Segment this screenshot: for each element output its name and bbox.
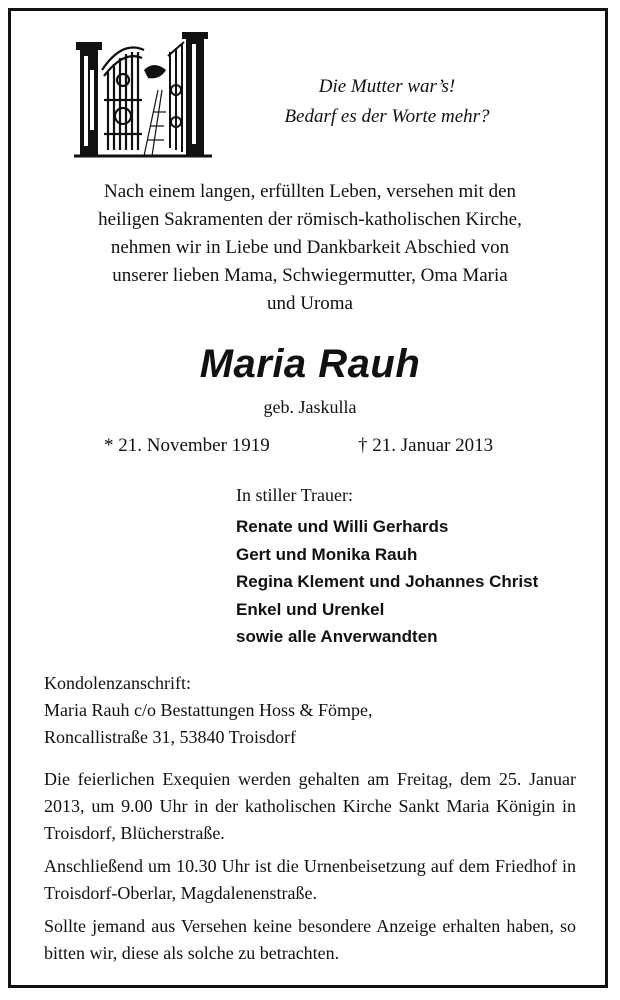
birth-date: * 21. November 1919 (104, 435, 270, 456)
intro-line: unserer lieben Mama, Schwiegermutter, Oma Maria (112, 265, 508, 286)
condolence-line-1: Maria Rauh c/o Bestattungen Hoss & Fömpe, (44, 700, 373, 720)
mourner-entry: Enkel und Urenkel (236, 599, 385, 619)
motto-quote (222, 72, 552, 132)
motto-line-1: Die Mutter war’s! (318, 76, 456, 97)
intro-text (40, 178, 580, 318)
service-details (44, 766, 576, 973)
condolence-line-2: Roncallistraße 31, 53840 Troisdorf (44, 727, 296, 747)
service-paragraph-exequies: Die feierlichen Exequien werden gehalten am Freitag, dem 25. Januar 2013, um 9.00 Uhr in der katholischen Kirche Sankt Maria Königin in Troisdorf, Blücherstraße. (44, 769, 576, 843)
intro-line: nehmen wir in Liebe und Dankbarkeit Abschied von (110, 237, 510, 258)
condolence-label: Kondolenzanschrift: (44, 673, 191, 693)
intro-line: heiligen Sakramenten der römisch-katholischen Kirche, (98, 209, 522, 230)
service-paragraph-notice: Sollte jemand aus Versehen keine besondere Anzeige erhalten haben, so bitten wir, diese als solche zu betrachten. (44, 916, 576, 963)
garden-gate-illustration (74, 30, 212, 158)
mourner-entry: Gert und Monika Rauh (236, 544, 418, 564)
mourner-entry: Regina Klement und Johannes Christ (236, 572, 539, 591)
deceased-name: Maria Rauh (199, 342, 421, 386)
motto-line-2: Bedarf es der Worte mehr? (284, 106, 490, 127)
intro-line: und Uroma (266, 293, 353, 314)
mourners-list (236, 513, 606, 651)
mourner-entry: sowie alle Anverwandten (236, 627, 438, 646)
condolence-address (44, 670, 584, 751)
maiden-name: geb. Jaskulla (263, 397, 357, 417)
intro-line: Nach einem langen, erfüllten Leben, versehen mit den (103, 181, 517, 202)
death-date: † 21. Januar 2013 (358, 435, 494, 456)
mourning-heading: In stiller Trauer: (236, 485, 353, 505)
service-paragraph-burial: Anschließend um 10.30 Uhr ist die Urnenbeisetzung auf dem Friedhof in Troisdorf-Oberlar, Magdalenenstraße. (44, 856, 576, 903)
life-dates (0, 432, 620, 460)
mourner-entry: Renate und Willi Gerhards (236, 517, 449, 536)
